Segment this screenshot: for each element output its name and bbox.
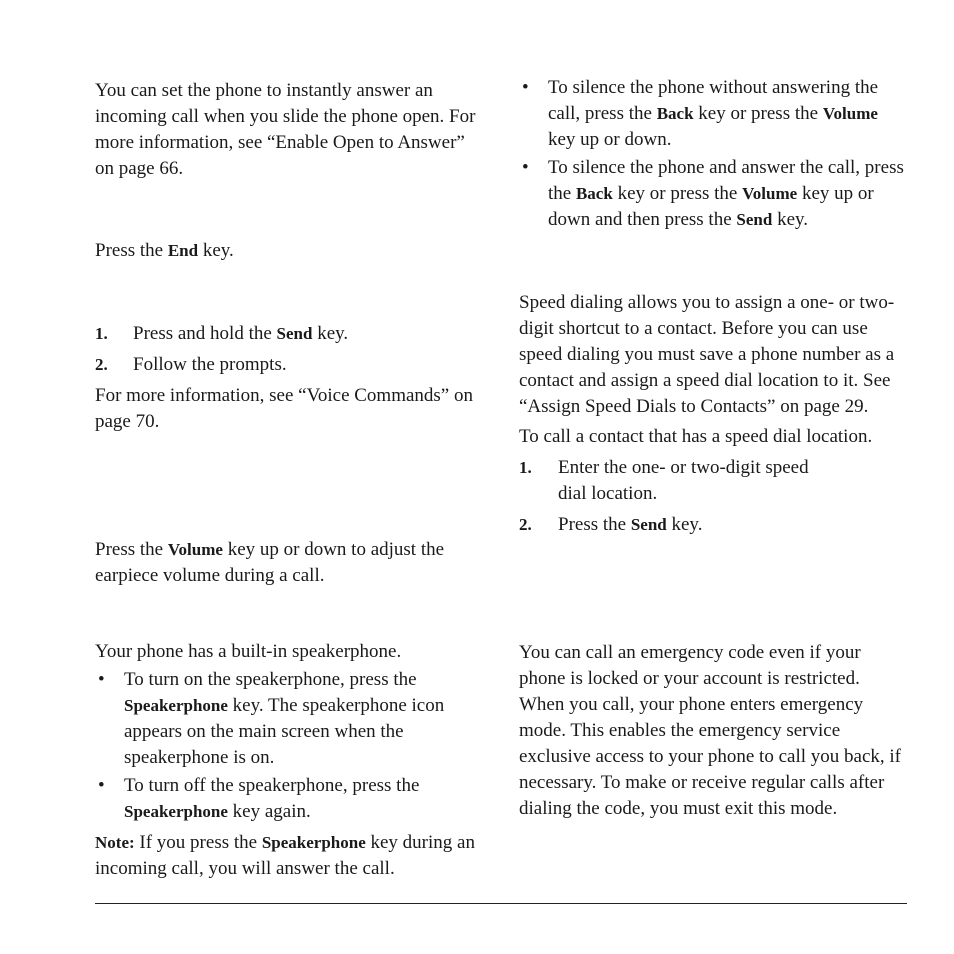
back-key: Back <box>656 104 694 123</box>
silence-item-1 <box>519 75 909 153</box>
text: To silence the phone without answering the call, press the <box>548 77 879 124</box>
list-item-text <box>548 155 909 233</box>
text: key. <box>666 514 703 535</box>
speaker-off-item <box>95 773 485 825</box>
step-text: Follow the prompts. <box>133 354 287 375</box>
volume-key: Volume <box>167 540 223 559</box>
speed-dial-steps <box>519 455 909 538</box>
list-item-text <box>548 75 909 153</box>
end-key: End <box>167 241 199 260</box>
bullet: • <box>98 775 105 796</box>
bullet: • <box>522 157 529 178</box>
volume-key: Volume <box>822 104 878 123</box>
text: If you press the <box>134 832 262 853</box>
list-item-text <box>124 773 485 825</box>
step-number: 1. <box>519 458 532 477</box>
text: key. The speakerphone icon appears on the main screen when the speakerphone is on. <box>124 695 445 768</box>
step-text: Enter the one- or two-digit speed dial location. <box>558 457 809 504</box>
emergency-text: You can call an emergency code even if your phone is locked or your account is restricted. When you call, your phone enters emergency mode. This enables the emergency service exclusive access to your phone to call you back, if necessary. To make or receive regular calls after dialing the code, you must exit this mode. <box>519 642 901 819</box>
text: key up or down to adjust the earpiece volume during a call. <box>95 539 445 586</box>
speed-dial-call-text: To call a contact that has a speed dial location. <box>519 426 873 447</box>
step-text <box>558 512 909 538</box>
speed-dial-intro: Speed dialing allows you to assign a one- or two-digit shortcut to a contact. Before you can use speed dialing you must save a phone number as a contact and assign a speed dial location to it. See “Assign Speed Dials to Contacts” on page 29. <box>519 292 895 417</box>
voice-steps <box>95 321 485 378</box>
speaker-on-item <box>95 667 485 771</box>
bullet: • <box>98 669 105 690</box>
speaker-intro: Your phone has a built-in speakerphone. <box>95 641 402 662</box>
send-key: Send <box>630 515 667 534</box>
text: Press the <box>558 514 631 535</box>
note-label: Note: <box>95 833 135 852</box>
text: key or press the <box>693 103 823 124</box>
list-item-text <box>124 667 485 771</box>
text: key or press the <box>612 183 743 204</box>
end-call-text <box>95 238 485 264</box>
text: Press and hold the <box>133 323 277 344</box>
step-number: 2. <box>519 515 532 534</box>
speakerphone-key: Speakerphone <box>124 802 228 821</box>
send-key: Send <box>276 324 313 343</box>
text: key. <box>312 323 349 344</box>
step-number: 1. <box>95 324 108 343</box>
note-text <box>95 830 485 882</box>
text: key. <box>198 240 234 261</box>
silence-item-2 <box>519 155 909 233</box>
step-number: 2. <box>95 355 108 374</box>
speakerphone-key: Speakerphone <box>124 696 228 715</box>
footer-rule <box>95 903 907 904</box>
speakerphone-key: Speakerphone <box>261 833 366 852</box>
volume-key: Volume <box>742 184 798 203</box>
text: Press the <box>95 539 168 560</box>
bullet: • <box>522 77 529 98</box>
volume-text <box>95 537 475 589</box>
text: key again. <box>227 801 311 822</box>
text: Press the <box>95 240 168 261</box>
text: To turn on the speakerphone, press the <box>124 669 417 690</box>
text: key up or down and then press the <box>548 183 874 230</box>
text: key during an incoming call, you will answer the call. <box>95 832 475 879</box>
text: To turn off the speakerphone, press the <box>124 775 420 796</box>
send-key: Send <box>736 210 773 229</box>
voice-more-text: For more information, see “Voice Commands” on page 70. <box>95 385 473 432</box>
step-text <box>133 321 485 347</box>
open-to-answer-text: You can set the phone to instantly answer an incoming call when you slide the phone open. For more information, see “Enable Open to Answer” on page 66. <box>95 80 476 179</box>
text: key. <box>772 209 809 230</box>
back-key: Back <box>575 184 613 203</box>
text: To silence the phone and answer the call, press the <box>548 157 904 204</box>
text: key up or down. <box>548 129 672 150</box>
